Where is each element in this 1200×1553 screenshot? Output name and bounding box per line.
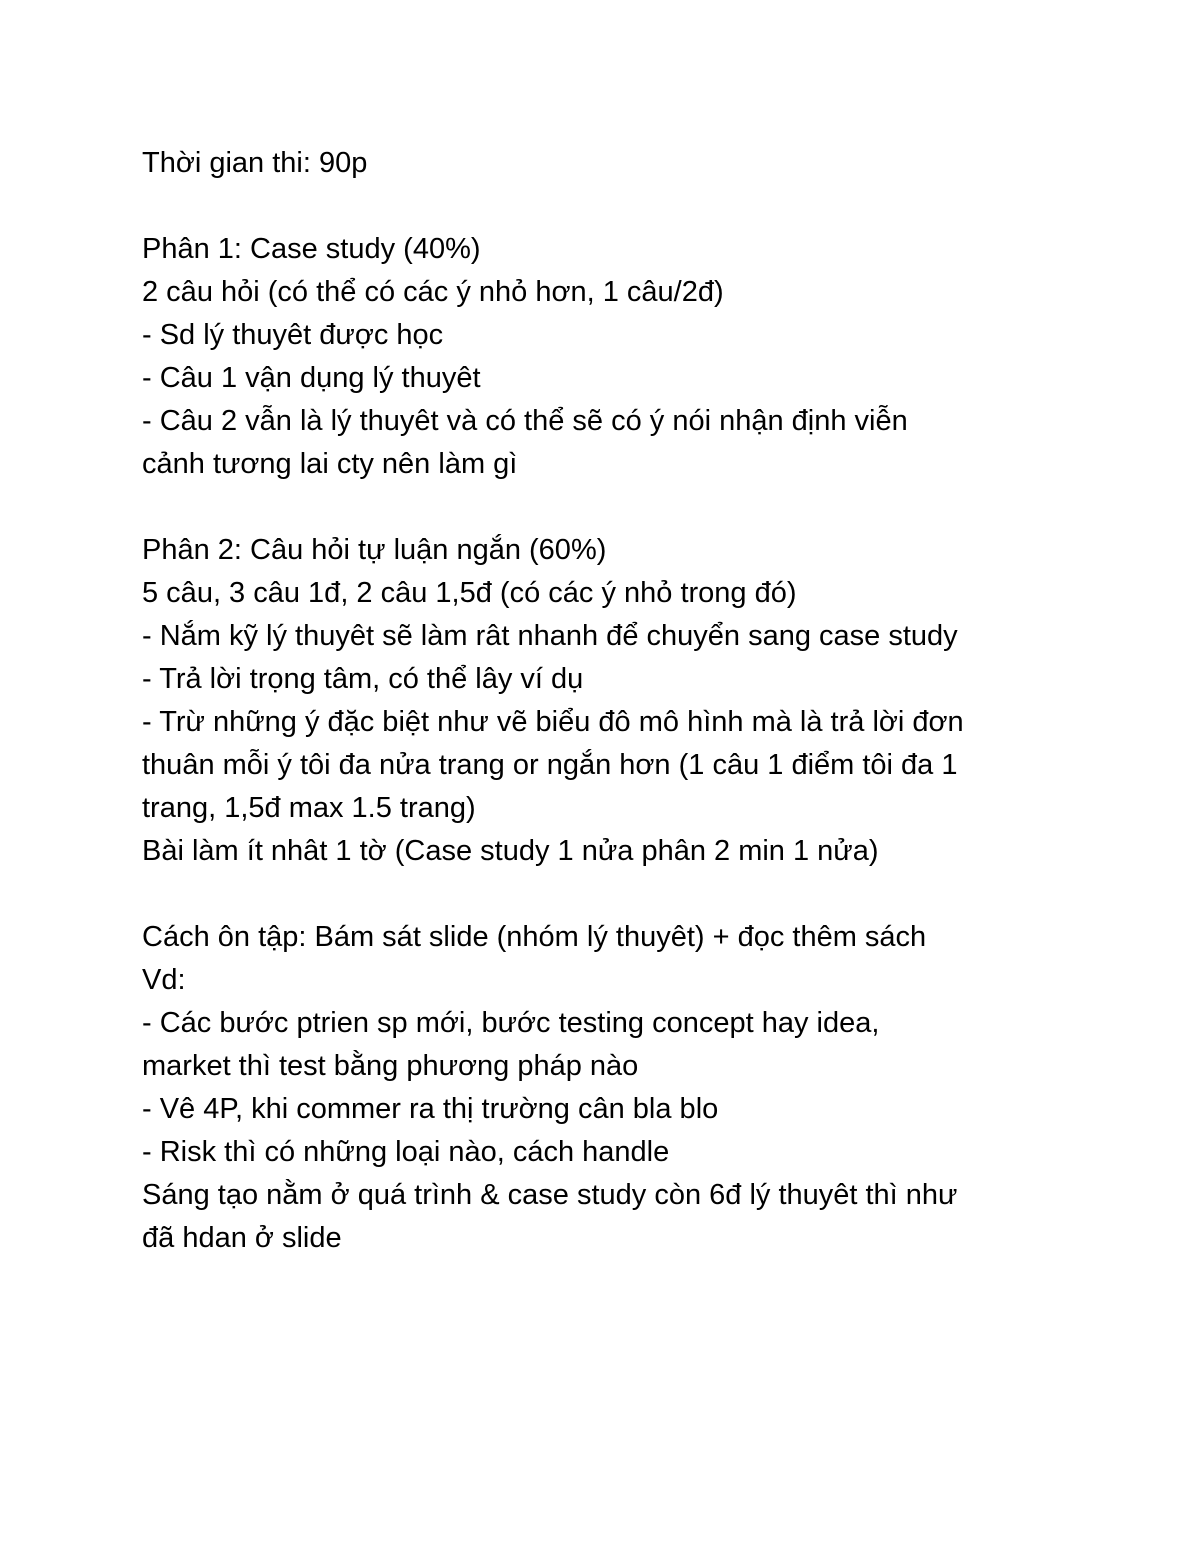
part2-line: thuân mỗi ý tôi đa nửa trang or ngắn hơn (1 câu 1 điểm tôi đa 1 (142, 749, 958, 781)
part1-line: cảnh tương lai cty nên làm gì (142, 448, 518, 480)
part2-line: - Nắm kỹ lý thuyêt sẽ làm rât nhanh để chuyển sang case study (142, 620, 958, 652)
part2-line: 5 câu, 3 câu 1đ, 2 câu 1,5đ (có các ý nhỏ trong đó) (142, 577, 797, 609)
exam-time-line: Thời gian thi: 90p (142, 147, 368, 179)
blank-line (142, 486, 1102, 529)
blank-line (142, 873, 1102, 916)
part2-line: - Trả lời trọng tâm, có thể lây ví dụ (142, 663, 584, 695)
part1-line: - Câu 2 vẫn là lý thuyêt và có thể sẽ có ý nói nhận định viễn (142, 405, 908, 437)
review-line: đã hdan ở slide (142, 1222, 342, 1254)
part2-title: Phân 2: Câu hỏi tự luận ngắn (60%) (142, 534, 607, 566)
part1-line: 2 câu hỏi (có thể có các ý nhỏ hơn, 1 câu/2đ) (142, 276, 724, 308)
part1-title: Phân 1: Case study (40%) (142, 233, 481, 265)
review-line: - Risk thì có những loại nào, cách handle (142, 1136, 670, 1168)
review-line: - Các bước ptrien sp mới, bước testing concept hay idea, (142, 1007, 880, 1039)
review-title: Cách ôn tập: Bám sát slide (nhóm lý thuyêt) + đọc thêm sách (142, 921, 927, 953)
review-line: Vd: (142, 964, 186, 996)
part2-line: - Trừ những ý đặc biệt như vẽ biểu đô mô hình mà là trả lời đơn (142, 706, 964, 738)
review-line: market thì test bằng phương pháp nào (142, 1050, 639, 1082)
part1-line: - Câu 1 vận dụng lý thuyêt (142, 362, 481, 394)
review-line: - Vê 4P, khi commer ra thị trường cân bla blo (142, 1093, 719, 1125)
part2-line: trang, 1,5đ max 1.5 trang) (142, 792, 476, 824)
blank-line (142, 185, 1102, 228)
review-line: Sáng tạo nằm ở quá trình & case study còn 6đ lý thuyêt thì như (142, 1179, 958, 1211)
part2-line: Bài làm ít nhât 1 tờ (Case study 1 nửa phân 2 min 1 nửa) (142, 835, 879, 867)
part1-line: - Sd lý thuyêt được học (142, 319, 444, 351)
document-body (142, 142, 1102, 1260)
